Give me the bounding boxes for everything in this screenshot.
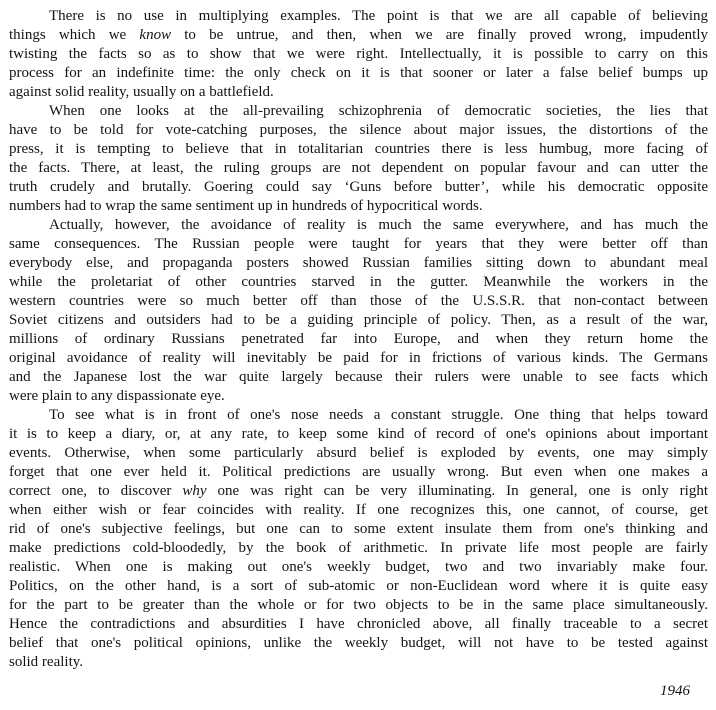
- text-run: forget that one ever held it. Political predictions are usually wrong. But even when one makes a: [9, 464, 708, 480]
- text-run: against solid reality, usually on a battlefield.: [9, 84, 274, 100]
- text-run: To see what is in front of one's nose needs a constant struggle. One thing that helps toward: [49, 407, 708, 423]
- text-run: when either wish or fear coincides with reality. If one recognizes this, one cannot, of course, get: [9, 502, 708, 518]
- text-run: There is no use in multiplying examples. The point is that we are all capable of believing: [49, 8, 708, 24]
- text-line: [9, 178, 708, 197]
- text-line: [9, 520, 708, 539]
- text-line: [9, 444, 708, 463]
- text-line: [9, 539, 708, 558]
- text-run: have to be told for vote-catching purposes, the silence about major issues, the distortions of the: [9, 122, 708, 138]
- text-run: original avoidance of reality will inevitably be paid for in frictions of various kinds. The Germans: [9, 350, 708, 366]
- text-line: [9, 311, 708, 330]
- text-run: rid of one's subjective feelings, but one can to some extent insulate them from one's thinking and: [9, 521, 708, 537]
- text-line: [9, 482, 708, 501]
- text-run: while the proletariat of other countries starved in the gutter. Meanwhile the workers in the: [9, 274, 708, 290]
- text-line: [9, 349, 708, 368]
- text-line: [9, 634, 708, 653]
- text-line: [9, 653, 708, 672]
- text-run: When one looks at the all-prevailing schizophrenia of democratic societies, the lies that: [49, 103, 708, 119]
- text-run: one was right can be very illuminating. In general, one is only right: [206, 483, 708, 499]
- text-run: belief that one's political opinions, unlike the weekly budget, will not have to be tested against: [9, 635, 708, 651]
- italic-text-run: why: [182, 483, 207, 499]
- text-run: realistic. When one is making out one's weekly budget, two and two invariably make four.: [9, 559, 708, 575]
- text-line: [9, 615, 708, 634]
- text-line: [9, 64, 708, 83]
- text-run: Soviet citizens and outsiders had to be a guiding principle of policy. Then, as a result of the war,: [9, 312, 708, 328]
- text-run: for the part to be greater than the whole or for two objects to be in the same place simultaneously.: [9, 597, 708, 613]
- text-line: [9, 368, 708, 387]
- text-run: truth crudely and brutally. Goering could say ‘Guns before butter’, while his democratic opposite: [9, 179, 708, 195]
- text-run: the facts. There, at least, the ruling groups are not dependent on popular favour and can utter the: [9, 160, 708, 176]
- text-line: [9, 7, 708, 26]
- text-run: things which we: [9, 27, 140, 43]
- text-run: events. Otherwise, when some particularly absurd belief is exploded by events, one may simply: [9, 445, 708, 461]
- text-run: millions of ordinary Russians penetrated far into Europe, and when they return home the: [9, 331, 708, 347]
- text-line: [9, 216, 708, 235]
- text-line: [9, 596, 708, 615]
- text-run: western countries were so much better off than those of the U.S.S.R. that non-contact between: [9, 293, 708, 309]
- text-run: numbers had to wrap the same sentiment up in hundreds of hypocritical words.: [9, 198, 483, 214]
- text-line: [9, 292, 708, 311]
- text-run: press, it is tempting to believe that in totalitarian countries there is less humbug, more facing of: [9, 141, 708, 157]
- text-line: [9, 501, 708, 520]
- text-line: [9, 387, 708, 406]
- text-run: process for an indefinite time: the only check on it is that sooner or later a false belief bumps up: [9, 65, 708, 81]
- text-line: [9, 83, 708, 102]
- text-line: [9, 406, 708, 425]
- text-line: [9, 577, 708, 596]
- text-run: solid reality.: [9, 654, 84, 670]
- text-line: [9, 197, 708, 216]
- text-line: [9, 45, 708, 64]
- text-line: [9, 425, 708, 444]
- text-run: twisting the facts so as to show that we were right. Intellectually, it is possible to carry on this: [9, 46, 708, 62]
- text-run: Actually, however, the avoidance of reality is much the same everywhere, and has much the: [49, 217, 708, 233]
- text-run: correct one, to discover: [9, 483, 183, 499]
- text-line: [9, 463, 708, 482]
- text-line: [9, 254, 708, 273]
- text-run: same consequences. The Russian people were taught for years that they were better off than: [9, 236, 708, 252]
- text-line: [9, 121, 708, 140]
- text-run: it is to keep a diary, or, at any rate, to keep some kind of record of one's opinions about important: [9, 426, 708, 442]
- text-line: [9, 140, 708, 159]
- text-line: [9, 159, 708, 178]
- text-run: Hence the contradictions and absurdities I have chronicled above, all finally traceable to a secret: [9, 616, 708, 632]
- text-run: everybody else, and propaganda posters showed Russian families sitting down to abundant meal: [9, 255, 708, 271]
- text-line: [9, 330, 708, 349]
- text-line: [9, 273, 708, 292]
- italic-text-run: know: [139, 27, 172, 43]
- text-run: and the Japanese lost the war quite largely because their rulers were unable to see facts which: [9, 369, 708, 385]
- text-run: were plain to any dispassionate eye.: [9, 388, 225, 404]
- text-run: make predictions cold-bloodedly, by the book of arithmetic. In private life most people are fairly: [9, 540, 708, 556]
- document-body: [9, 7, 708, 672]
- date-line: 1946: [660, 683, 690, 699]
- text-run: Politics, on the other hand, is a sort of sub-atomic or non-Euclidean word where it is quite easy: [9, 578, 708, 594]
- text-line: [9, 102, 708, 121]
- text-line: [9, 235, 708, 254]
- text-line: [9, 558, 708, 577]
- text-line: [9, 26, 708, 45]
- text-run: to be untrue, and then, when we are finally proved wrong, impudently: [171, 27, 708, 43]
